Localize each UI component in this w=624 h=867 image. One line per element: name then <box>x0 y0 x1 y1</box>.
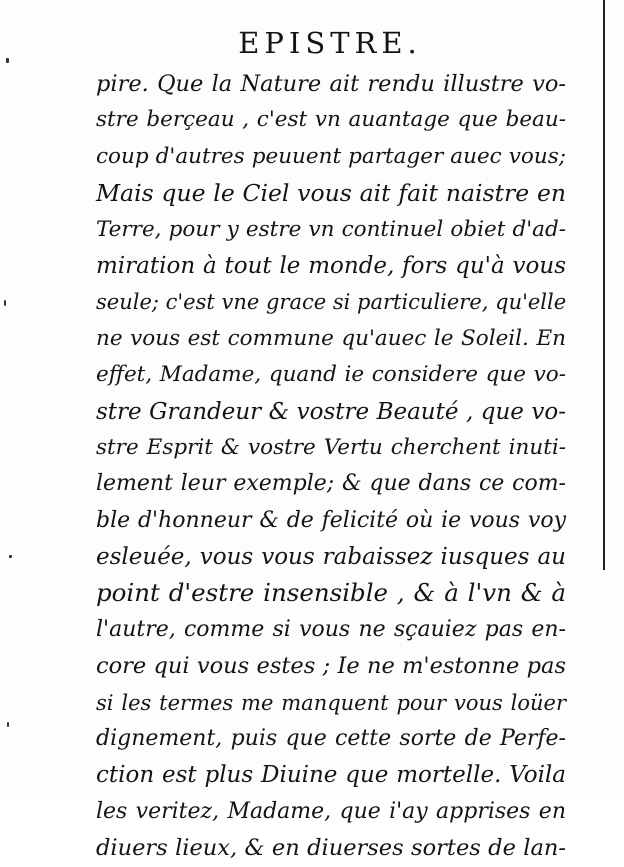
text-line: ne vous est commune qu'auec le Soleil. En <box>96 325 566 351</box>
text-line: les veritez, Madame, que i'ay apprises en <box>96 798 566 824</box>
page-edge-rule <box>603 0 605 570</box>
margin-speck <box>4 300 6 306</box>
text-line: diuers lieux, & en diuerses sortes de lan- <box>96 835 566 862</box>
text-line: stre Grandeur & vostre Beauté , que vo- <box>96 398 566 425</box>
text-line: Terre, pour y estre vn continuel obiet d'ad- <box>96 216 566 242</box>
margin-speck <box>7 722 9 727</box>
text-line: core qui vous estes ; Ie ne m'estonne pas <box>96 653 566 680</box>
text-line: dignement, puis que cette sorte de Perfe- <box>96 726 566 752</box>
text-line: stre Esprit & vostre Vertu cherchent inuti- <box>96 434 566 460</box>
body-text <box>96 66 566 867</box>
text-line: ction est plus Diuine que mortelle. Voila <box>96 762 566 789</box>
text-line: lement leur exemple; & que dans ce com- <box>96 471 566 497</box>
text-line: miration à tout le monde, fors qu'à vous <box>96 252 566 279</box>
text-line: point d'estre insensible , & à l'vn & à <box>96 578 566 608</box>
text-line: Mais que le Ciel vous ait fait naistre en <box>96 179 566 208</box>
text-line: seule; c'est vne grace si particuliere, qu'elle <box>96 290 567 315</box>
running-head-title: EPISTRE. <box>238 26 422 60</box>
text-line: l'autre, comme si vous ne sçauiez pas en- <box>96 616 566 642</box>
text-line: stre berçeau , c'est vn auantage que beau- <box>96 107 566 133</box>
text-line: pire. Que la Nature ait rendu illustre vo- <box>96 71 566 97</box>
margin-speck <box>9 555 12 558</box>
text-line: ble d'honneur & de felicité où ie vous voy <box>96 507 566 533</box>
text-line: esleuée, vous vous rabaissez iusques au <box>96 544 566 571</box>
text-line: coup d'autres peuuent partager auec vous; <box>96 143 566 169</box>
text-line: si les termes me manquent pour vous loüer <box>96 690 566 715</box>
text-line: effet, Madame, quand ie considere que vo- <box>96 362 566 388</box>
